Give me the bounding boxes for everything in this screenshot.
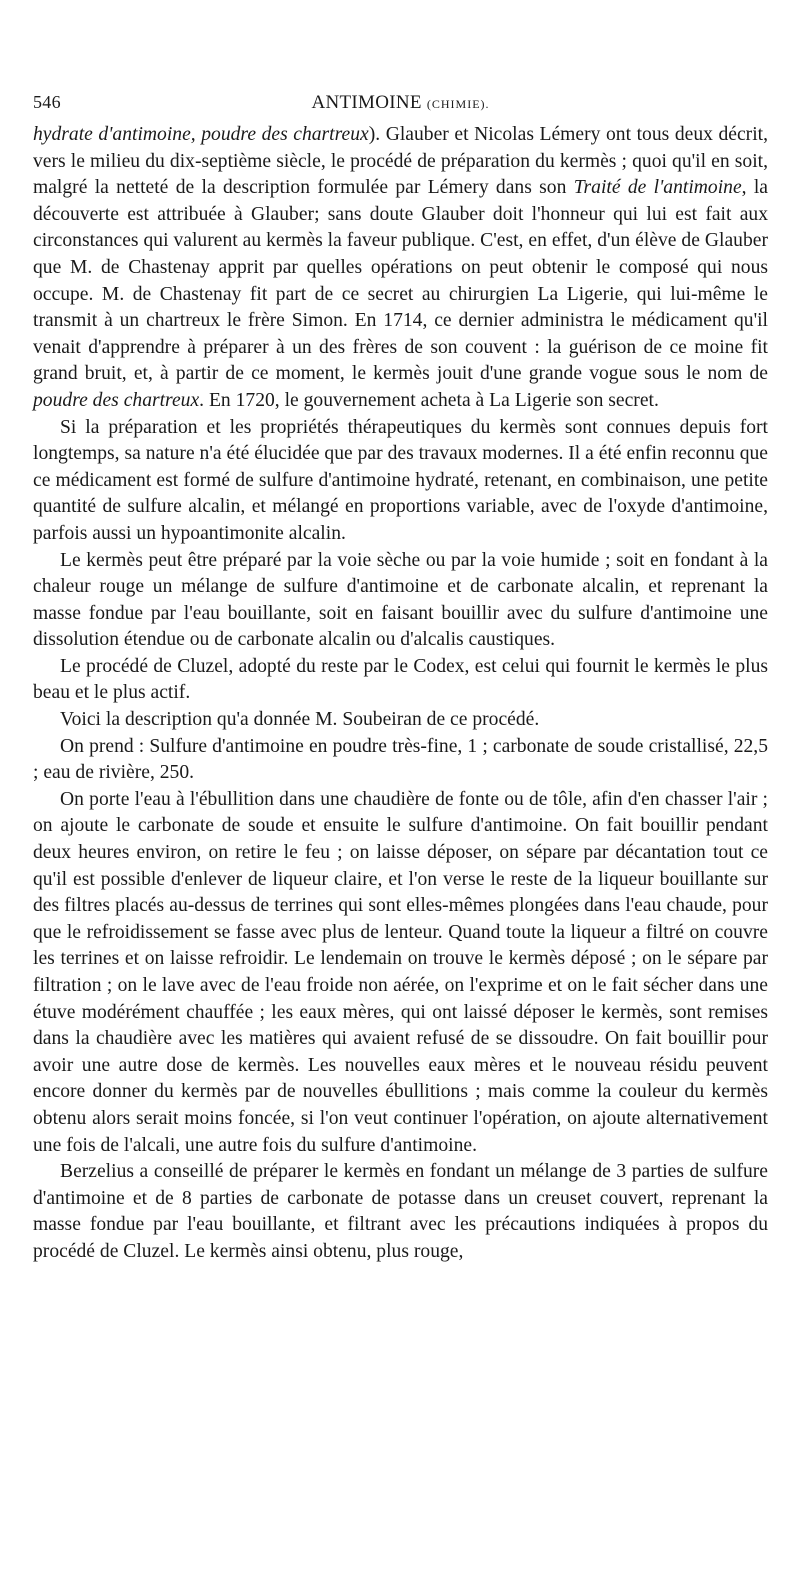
running-subtitle: (CHIMIE). xyxy=(426,97,490,111)
running-title: ANTIMOINE xyxy=(311,92,422,113)
paragraph xyxy=(33,654,768,707)
text-run: , la découverte est attribuée à Glauber; sans doute Glauber doit l'honneur qui lui est fait aux circonstances qui valurent au kermès la faveur publique. C'est, en effet, d'un élève de Glauber que M. de Chastenay apprit par quelles opérations on peut obtenir le composé qui nous occupe. M. de Chastenay fit part de ce secret au chirurgien La Ligerie, qui lui-même le transmit à un chartreux le frère Simon. En 1714, ce dernier administra le médicament qu'il venait d'apprendre à préparer à un des frères de son couvent : la guérison de ce moine fit grand bruit, et, à partir de ce moment, le kermès jouit d'une grande vogue sous le nom de xyxy=(33,177,769,385)
text-run: ). Glauber et Nicolas Lémery ont tous deux décrit, vers le milieu du dix-septième siècle, le procédé de préparation du kermès ; quoi qu'il en soit, malgré la netteté de la description formulée par Lémery dans son xyxy=(33,124,768,199)
text-run: Si la préparation et les propriétés thérapeutiques du kermès sont connues depuis fort longtemps, sa nature n'a été élucidée que par des travaux modernes. Il a été enfin reconnu que ce médicament est formé de sulfure d'antimoine hydraté, retenant, en combinaison, une petite quantité de sulfure alcalin, et mélangé en proportions variable, avec de l'oxyde d'antimoine, parfois aussi un hypoantimonite alcalin. xyxy=(33,416,768,544)
paragraph xyxy=(33,1159,768,1265)
paragraph xyxy=(33,707,768,734)
page-number: 546 xyxy=(33,92,61,112)
italic-text: hydrate d'antimoine, poudre des chartreux xyxy=(33,124,369,145)
text-run: Le kermès peut être préparé par la voie sèche ou par la voie humide ; soit en fondant à la chaleur rouge un mélange de sulfure d'antimoine et de carbonate alcalin, et reprenant la masse fondue par l'eau bouillante, soit en faisant bouillir avec du sulfure d'antimoine une dissolution étendue ou de carbonate alcalin ou d'alcalis caustiques. xyxy=(33,549,768,651)
italic-text: poudre des chartreux xyxy=(33,389,200,411)
text-run: Le procédé de Cluzel, adopté du reste par le Codex, est celui qui fournit le kermès le plus beau et le plus actif. xyxy=(33,655,768,704)
text-run: Voici la description qu'a donnée M. Soubeiran de ce procédé. xyxy=(60,709,540,731)
text-run: On porte l'eau à l'ébullition dans une chaudière de fonte ou de tôle, afin d'en chasser l'air ; on ajoute le carbonate de soude et ensuite le sulfure d'antimoine. On fait bouillir pendant deux heures environ, on retire le feu ; on laisse déposer, on sépare par décantation tout ce qu'il est possible d'enlever de liqueur claire, et l'on verse le reste de la liqueur bouillante sur des filtres placés au-dessus de terrines qui sont elles-mêmes plongées dans l'eau chaude, pour que le refroidissement se fasse avec plus de lenteur. Quand toute la liqueur a filtré on couvre les terrines et on laisse refroidir. Le lendemain on trouve le kermès déposé ; on le sépare par filtration ; on le lave avec de l'eau froide non aérée, on l'exprime et on le fait sécher dans une étuve modérément chauffée ; les eaux mères, qui ont laissé déposer le kermès, sont remises dans la chaudière avec les matières qui avaient refusé de se dissoudre. On fait bouillir pour avoir une autre dose de kermès. Les nouvelles eaux mères et le nouveau résidu peuvent encore donner du kermès par de nouvelles ébullitions ; mais comme la couleur du kermès obtenu alors serait moins foncée, si l'on veut continuer l'opération, on ajoute alternativement une fois de l'alcali, une autre fois du sulfure d'antimoine. xyxy=(33,788,768,1156)
paragraph xyxy=(33,122,768,415)
italic-text: Traité de l'antimoine xyxy=(573,177,742,199)
paragraph xyxy=(33,415,768,548)
paragraph xyxy=(33,734,768,787)
running-head xyxy=(33,92,768,114)
text-run: . En 1720, le gouvernement acheta à La Ligerie son secret. xyxy=(199,389,659,411)
text-run: On prend : Sulfure d'antimoine en poudre très-fine, 1 ; carbonate de soude cristallisé, 22,5 ; eau de rivière, 250. xyxy=(33,735,768,784)
paragraph xyxy=(33,548,768,654)
text-run: Berzelius a conseillé de préparer le kermès en fondant un mélange de 3 parties de sulfure d'antimoine et de 8 parties de carbonate de potasse dans un creuset couvert, reprenant la masse fondue par l'eau bouillante, et filtrant avec les précautions indiquées à propos du procédé de Cluzel. Le kermès ainsi obtenu, plus rouge, xyxy=(33,1161,768,1262)
body-text xyxy=(33,122,768,1266)
paragraph xyxy=(33,787,768,1159)
page-header xyxy=(33,88,768,122)
